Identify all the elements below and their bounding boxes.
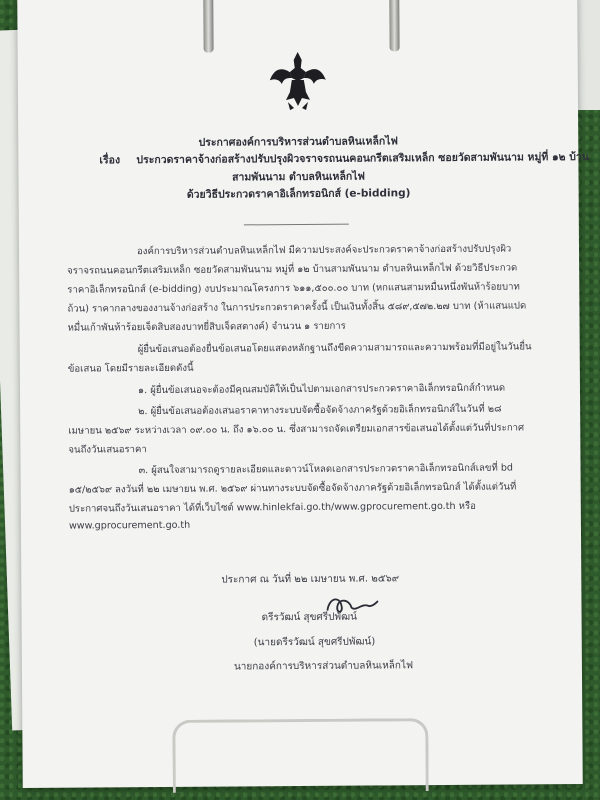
item-2-line3: จนถึงวันเสนอราคา [68, 444, 147, 456]
item-3-line1: ๓. ผู้สนใจสามารถดูรายละเอียดและดาวน์โหลดเอกสารประกวดราคาอิเล็กทรอนิกส์เลขที่ bd [138, 462, 514, 477]
subject-line-1: ประกวดราคาจ้างก่อสร้างปรับปรุงผิวจราจรถนนคอนกรีตเสริมเหล็ก ซอยวัดสามพันนาม หมู่ที่ ๑๒ บ้าน [136, 150, 589, 167]
binder-ring-left [203, 0, 213, 53]
garuda-emblem-icon [268, 48, 328, 112]
subject-line-3: ด้วยวิธีประกวดราคาอิเล็กทรอนิกส์ (e-bidding) [186, 187, 411, 201]
item-2-line1: ๒. ผู้ยื่นข้อเสนอต้องเสนอราคาทางระบบจัดซื้อจัดจ้างภาครัฐด้วยอิเล็กทรอนิกส์ในวันที่ ๒๘ [138, 403, 502, 418]
signer-name: ดรีรวัฒน์ สุขศรีปพัฒน์ [261, 611, 357, 624]
item-1: ๑. ผู้ยื่นข้อเสนอจะต้องมีคุณสมบัติให้เป็นไปตามเอกสารประกวดราคาอิเล็กทรอนิกส์กำหนด [137, 382, 506, 397]
item-3-line4: www.gprocurement.go.th [68, 519, 191, 532]
paragraph1-line5: หมื่นเก้าพันห้าร้อยเจ็ดสิบสองบาทยี่สิบเจ็ดสตางค์) จำนวน ๑ รายการ [67, 320, 346, 334]
paragraph1-line1: องค์การบริหารส่วนตำบลหินเหล็กไฟ มีความประสงค์จะประกวดราคาจ้างก่อสร้างปรับปรุงผิว [136, 243, 512, 258]
signer-name-parenthesized: (นายดรีรวัฒน์ สุขศรีปพัฒน์) [253, 636, 376, 649]
paragraph2-line2: ข้อเสนอ โดยมีรายละเอียดดังนี้ [67, 362, 194, 375]
paragraph2-line1: ผู้ยื่นข้อเสนอต้องยื่นข้อเสนอโดยแสดงหลักฐานถึงขีดความสามารถและความพร้อมที่มีอยู่ในวันยื่น [137, 341, 532, 356]
paragraph1-line2: จราจรถนนคอนกรีตเสริมเหล็ก ซอยวัดสามพันนาม หมู่ที่ ๑๒ บ้านสามพันนาม ตำบลหินเหล็กไฟ ด้วยวิธีประกวด [67, 262, 518, 277]
item-3-line3: ประกาศจนถึงวันเสนอราคา ได้ที่เว็บไซต์ www.hinlekfai.go.th/www.gprocurement.go.th หรือ [68, 500, 476, 515]
signer-position: นายกองค์การบริหารส่วนตำบลหินเหล็กไฟ [233, 660, 414, 673]
subject-line-2: สามพันนาม ตำบลหินเหล็กไฟ [232, 170, 365, 184]
title-divider [244, 224, 349, 226]
item-3-line2: ๑๕/๒๕๖๙ ลงวันที่ ๒๒ เมษายน พ.ศ. ๒๕๖๙ ผ่านทางระบบจัดซื้อจัดจ้างภาครัฐด้วยอิเล็กทรอนิกส์ ได้ตั้งแต่วันที่ [68, 481, 517, 496]
binder-ring-right [389, 0, 399, 51]
announcement-date: ประกาศ ณ วันที่ ๒๒ เมษายน พ.ศ. ๒๕๖๙ [221, 573, 400, 586]
document-title: ประกาศองค์การบริหารส่วนตำบลหินเหล็กไฟ [198, 135, 398, 149]
announcement-document [17, 0, 589, 788]
paragraph1-line3: ราคาอิเล็กทรอนิกส์ (e-bidding) งบประมาณโครงการ ๖๑๑,๕๐๐.๐๐ บาท (หกแสนสามหมื่นหนึ่งพันห้าร้อยบาท [67, 281, 520, 296]
item-2-line2: เมษายน ๒๕๖๙ ระหว่างเวลา ๐๙.๐๐ น. ถึง ๑๖.๐๐ น. ซึ่งสามารถจัดเตรียมเอกสารข้อเสนอได้ตั้งแต่วันที่ประกาศ [68, 422, 525, 437]
clipboard-clip [172, 718, 429, 793]
subject-label: เรื่อง [99, 154, 121, 167]
paragraph1-line4: ถ้วน) ราคากลางของงานจ้างก่อสร้าง ในการประกวดราคาครั้งนี้ เป็นเงินทั้งสิ้น ๕๘๙,๕๗๒.๒๗ บาท (ห้าแสนแปด [67, 300, 527, 315]
